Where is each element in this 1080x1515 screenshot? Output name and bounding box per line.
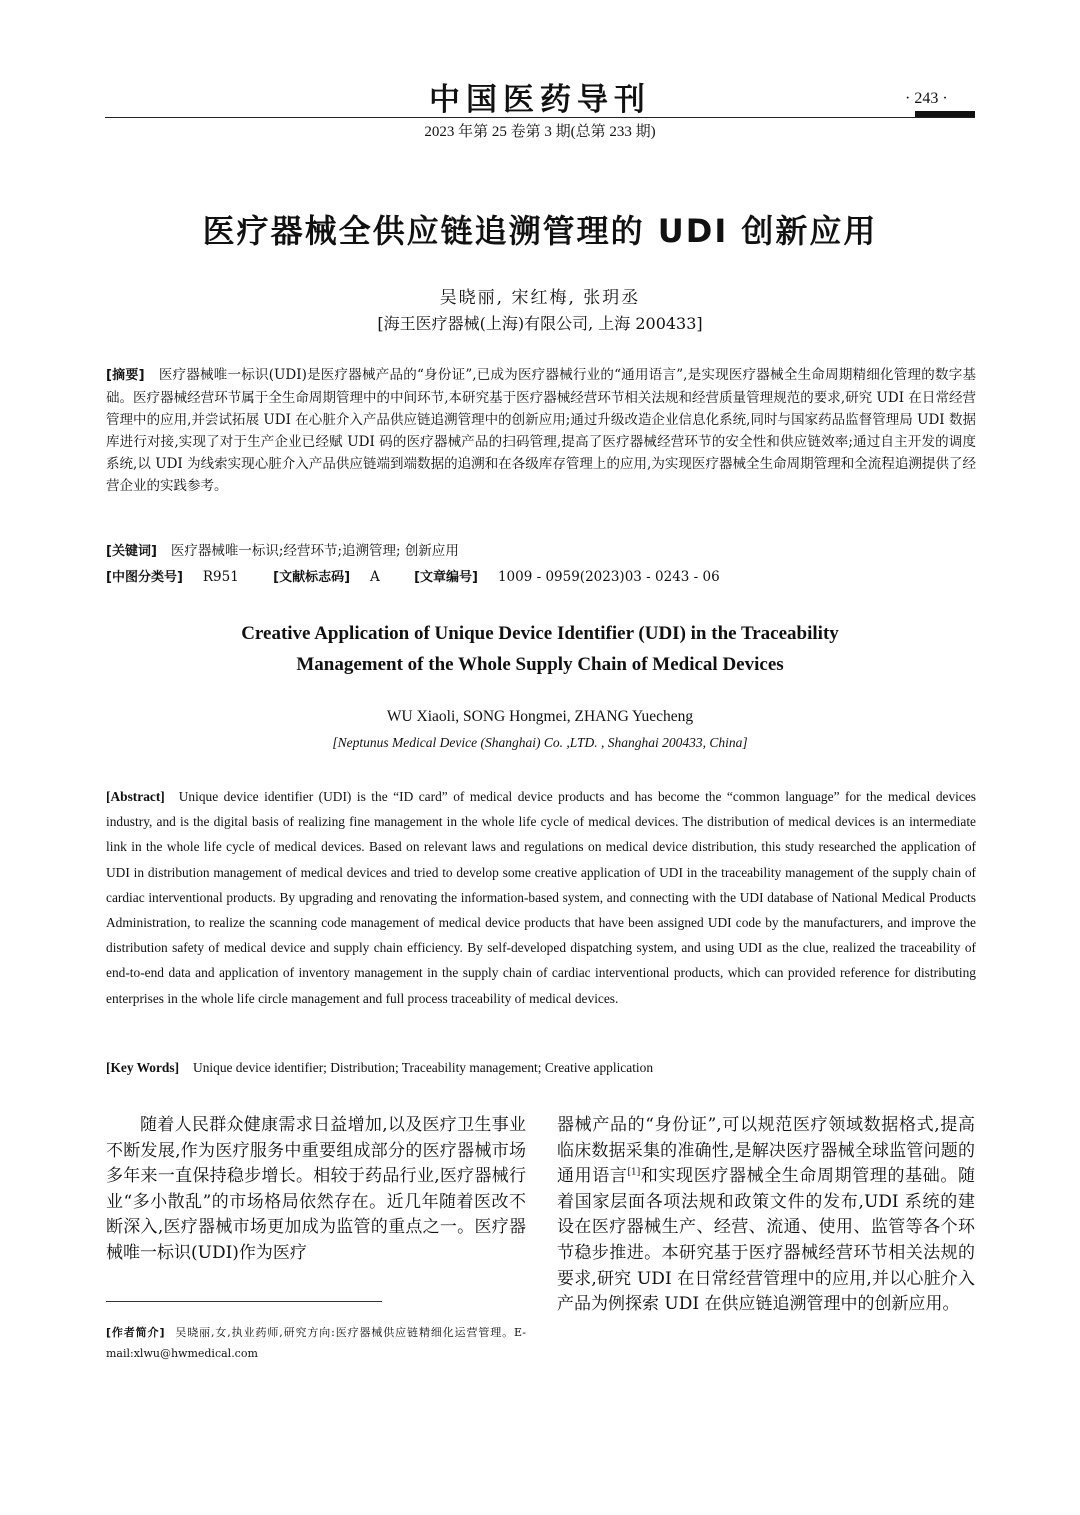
article-title-cn: 医疗器械全供应链追溯管理的 UDI 创新应用: [202, 212, 878, 250]
classification-row: [106, 566, 976, 585]
abstract-cn: [106, 364, 976, 497]
page-number: · 243 ·: [905, 90, 948, 107]
citation-ref[interactable]: [1]: [627, 1167, 641, 1178]
issue-info: 2023 年第 25 卷第 3 期(总第 233 期): [424, 124, 656, 140]
article-title-en: [0, 618, 1080, 680]
article-no-label: [文章编号]: [414, 570, 478, 585]
title-en-line1: Creative Application of Unique Device Identifier (UDI) in the Traceability: [241, 623, 839, 644]
doc-code-value: A: [370, 569, 380, 585]
keywords-en-label: [Key Words]: [106, 1060, 180, 1075]
authors-en: WU Xiaoli, SONG Hongmei, ZHANG Yuecheng: [386, 708, 694, 725]
abstract-cn-label: [摘要]: [106, 368, 145, 383]
keywords-cn-text: 医疗器械唯一标识;经营环节;追溯管理; 创新应用: [170, 543, 459, 559]
affiliation-en: [Neptunus Medical Device (Shanghai) Co. ,LTD. , Shanghai 200433, China]: [332, 735, 748, 750]
abstract-en-text: Unique device identifier (UDI) is the “ID card” of medical device products and has become the “common language” for the medical devices industry, and is the digital basis of realizing fine management in the whole life cycle of medical devices. The distribution of medical devices is an intermediate link in the whole life cycle of medical devices. Based on relevant laws and regulations on medical device distribution, this study researched the application of UDI in distribution management of medical devices and tried to develop some creative application of UDI in the traceability management of the supply chain of cardiac interventional products. By upgrading and renovating the information-based system, and connecting with the UDI database of National Medical Products Administration, to realize the scanning code management of medical device products that have been assigned UDI code by the manufacturers, and improve the distribution safety of medical device and supply chain efficiency. By self-developed dispatching system, and using UDI as the clue, realized the traceability of end-to-end data and application of inventory management in the supply chain of cardiac interventional products, which can provided reference for distributing enterprises in the whole life circle management and full process traceability of medical devices.: [106, 789, 976, 1006]
journal-name: 中国医药导刊: [429, 82, 651, 118]
clc-label: [中图分类号]: [106, 570, 183, 585]
title-en-line2: Management of the Whole Supply Chain of Medical Devices: [296, 654, 784, 675]
footnote-divider: [106, 1301, 382, 1302]
clc-value: R951: [202, 569, 239, 585]
footnote-text: 吴晓丽,女,执业药师,研究方向:医疗器械供应链精细化运营管理。E-mail:xlwu@hwmedical.com: [106, 1326, 526, 1360]
affiliation-cn: [海王医疗器械(上海)有限公司, 上海 200433]: [377, 314, 703, 333]
body-right-text-2: 和实现医疗器械全生命周期管理的基础。随着国家层面各项法规和政策文件的发布,UDI 系统的建设在医疗器械生产、经营、流通、使用、监管等各个环节稳步推进。本研究基于医疗器械经营环节相关法规的要求,研究 UDI 在日常经营管理中的应用,并以心脏介入产品为例探索 UDI 在供应链追溯管理中的创新应用。: [557, 1166, 976, 1315]
keywords-cn-label: [关键词]: [106, 544, 157, 559]
keywords-en: [106, 1060, 976, 1076]
doc-code-label: [文献标志码]: [273, 570, 351, 585]
keywords-en-text: Unique device identifier; Distribution; Traceability management; Creative application: [193, 1060, 654, 1075]
body-right-column: [557, 1113, 975, 1318]
abstract-en: [106, 784, 976, 1011]
body-left-column: 随着人民群众健康需求日益增加,以及医疗卫生事业不断发展,作为医疗服务中重要组成部分的医疗器械市场多年来一直保持稳步增长。相较于药品行业,医疗器械行业“多小散乱”的市场格局依然存在。近几年随着医改不断深入,医疗器械市场更加成为监管的重点之一。医疗器械唯一标识(UDI)作为医疗: [106, 1115, 526, 1263]
article-no-value: 1009 - 0959(2023)03 - 0243 - 06: [497, 569, 720, 585]
header-divider: [105, 117, 975, 118]
author-footnote: [106, 1322, 526, 1364]
abstract-cn-text: 医疗器械唯一标识(UDI)是医疗器械产品的“身份证”,已成为医疗器械行业的“通用语言”,是实现医疗器械全生命周期精细化管理的数字基础。医疗器械经营环节属于全生命周期管理中的中间环节,本研究基于医疗器械经营环节相关法规和经营质量管理规范的要求,研究 UDI 在日常经营管理中的应用,并尝试拓展 UDI 在心脏介入产品供应链追溯管理中的创新应用;通过升级改造企业信息化系统,同时与国家药品监督管理局 UDI 数据库进行对接,实现了对于生产企业已经赋 UDI 码的医疗器械产品的扫码管理,提高了医疗器械经营环节的安全性和供应链效率;通过自主开发的调度系统,以 UDI 为线索实现心脏介入产品供应链端到端数据的追溯和在各级库存管理上的应用,为实现医疗器械全生命周期管理和全流程追溯提供了经营企业的实践参考。: [106, 367, 976, 494]
authors-cn: 吴晓丽, 宋红梅, 张玥丞: [439, 288, 641, 308]
keywords-cn: [106, 540, 976, 563]
abstract-en-label: [Abstract]: [106, 789, 165, 804]
header-divider-accent: [915, 111, 975, 117]
body-right-text-1: 器械产品的“身份证”,可以规范医疗领域数据格式,提高临床数据采集的准确性,是解决医疗器械全球监管问题的通用语言: [557, 1115, 975, 1187]
footnote-label: [作者简介]: [106, 1326, 165, 1339]
